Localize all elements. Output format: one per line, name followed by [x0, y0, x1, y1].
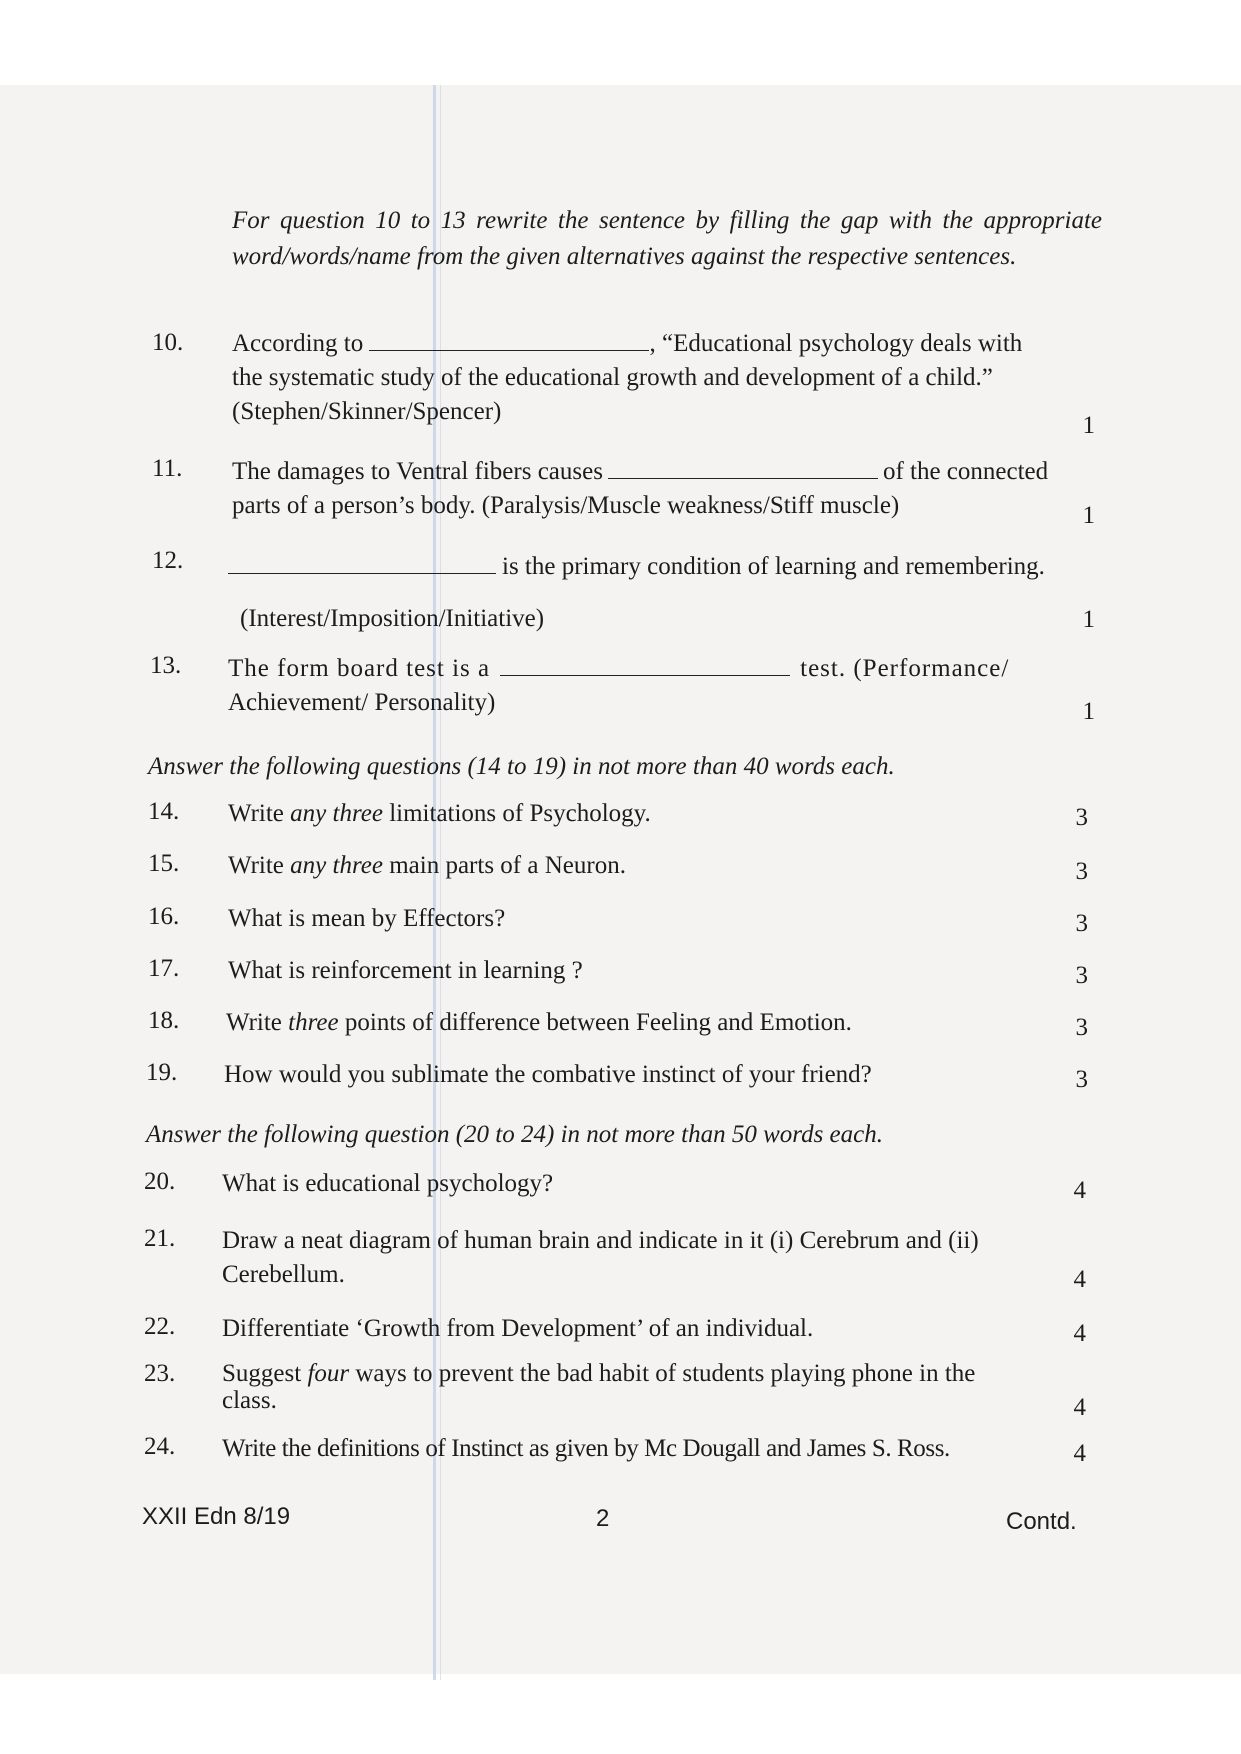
marks: 4: [1073, 1440, 1086, 1467]
question-12-post: is the primary condition of learning and remembering.: [502, 553, 1045, 580]
continued-label: Contd.: [1006, 1508, 1077, 1535]
question-23-line-2: class.: [222, 1387, 277, 1414]
question-18-text-a: Write: [226, 1009, 289, 1036]
answer-blank: [369, 350, 649, 351]
question-13-line-1: [228, 652, 1108, 686]
question-number: 23.: [144, 1360, 176, 1387]
question-number: 15.: [148, 850, 180, 877]
marks: 3: [1075, 804, 1088, 831]
marks: 4: [1073, 1177, 1086, 1204]
instruction-fill-gap-text: For question 10 to 13 rewrite the sentence by filling the gap with the appropriate word/words/name from the given alternatives against the respective sentences.: [232, 207, 1102, 270]
question-13: [228, 652, 1108, 720]
instruction-40-words: Answer the following questions (14 to 19) in not more than 40 words each.: [148, 753, 895, 780]
instruction-50-words: Answer the following question (20 to 24) in not more than 50 words each.: [146, 1121, 883, 1148]
question-11-line-2: parts of a person’s body. (Paralysis/Muscle weakness/Stiff muscle): [232, 492, 900, 519]
question-15: [228, 849, 626, 883]
answer-blank: [608, 478, 878, 479]
question-18-text-c: points of difference between Feeling and Emotion.: [338, 1009, 852, 1036]
question-number: 12.: [152, 547, 184, 574]
question-17: What is reinforcement in learning ?: [228, 957, 583, 984]
marks: 3: [1075, 858, 1088, 885]
question-13-post: test. (Performance/: [800, 655, 1010, 682]
question-23-line-1: [222, 1360, 1102, 1387]
question-12-line-1: [228, 550, 1108, 584]
question-10-line-2: the systematic study of the educational growth and development of a child.”: [232, 364, 993, 391]
question-10-post: , “Educational psychology deals with: [649, 330, 1023, 357]
question-11-line-1: [232, 455, 1102, 489]
marks: 4: [1073, 1320, 1086, 1347]
question-18: [226, 1006, 852, 1040]
question-12-line-2: (Interest/Imposition/Initiative): [240, 605, 545, 632]
question-number: 17.: [148, 955, 180, 982]
question-24: Write the definitions of Instinct as given by Mc Dougall and James S. Ross.: [222, 1435, 950, 1462]
question-16: What is mean by Effectors?: [228, 905, 506, 932]
marks: 1: [1082, 412, 1095, 439]
question-14-text-a: Write: [228, 800, 291, 827]
question-15-emphasis: any three: [290, 852, 383, 879]
question-23-emphasis: four: [307, 1360, 350, 1387]
question-number: 24.: [144, 1433, 176, 1460]
question-12: [228, 550, 1108, 584]
marks: 1: [1082, 606, 1095, 633]
question-10-line-1: [232, 327, 1102, 361]
marks: 3: [1075, 1066, 1088, 1093]
marks: 1: [1082, 698, 1095, 725]
paper-code: XXII Edn 8/19: [142, 1503, 291, 1530]
marks: 3: [1075, 962, 1088, 989]
question-23-text-a: Suggest: [222, 1360, 308, 1387]
question-number: 18.: [148, 1007, 180, 1034]
question-15-text-a: Write: [228, 852, 291, 879]
question-number: 22.: [144, 1313, 176, 1340]
page-number: 2: [596, 1505, 610, 1532]
question-number: 14.: [148, 798, 180, 825]
question-14-text-c: limitations of Psychology.: [382, 800, 651, 827]
question-21: [222, 1224, 1102, 1292]
question-10-pre: According to: [232, 330, 364, 357]
instruction-fill-gap: [232, 203, 1102, 275]
question-11: [232, 455, 1102, 523]
question-18-emphasis: three: [288, 1009, 339, 1036]
question-number: 13.: [150, 652, 182, 679]
answer-blank: [500, 675, 790, 676]
question-22: Differentiate ‘Growth from Development’ of an individual.: [222, 1315, 814, 1342]
question-number: 20.: [144, 1168, 176, 1195]
marks: 3: [1075, 1014, 1088, 1041]
question-11-post: of the connected: [882, 458, 1049, 485]
question-13-pre: The form board test is a: [228, 655, 491, 682]
question-10-line-3: (Stephen/Skinner/Spencer): [232, 398, 502, 425]
question-19: How would you sublimate the combative instinct of your friend?: [224, 1061, 872, 1088]
answer-blank: [228, 573, 496, 574]
marks: 3: [1075, 910, 1088, 937]
question-14: [228, 797, 651, 831]
marks: 4: [1073, 1266, 1086, 1293]
question-21-line-2: Cerebellum.: [222, 1261, 345, 1288]
question-11-pre: The damages to Ventral fibers causes: [232, 458, 603, 485]
question-number: 10.: [152, 329, 184, 356]
question-23-text-c: ways to prevent the bad habit of students playing phone in the: [349, 1360, 976, 1387]
question-15-text-c: main parts of a Neuron.: [382, 852, 626, 879]
question-23: [222, 1360, 1102, 1414]
question-21-line-1: Draw a neat diagram of human brain and indicate in it (i) Cerebrum and (ii): [222, 1227, 979, 1254]
question-10: [232, 327, 1102, 429]
question-number: 19.: [146, 1059, 178, 1086]
question-13-line-2: Achievement/ Personality): [228, 689, 496, 716]
marks: 4: [1073, 1394, 1086, 1421]
question-20: What is educational psychology?: [222, 1170, 554, 1197]
question-number: 16.: [148, 903, 180, 930]
question-number: 21.: [144, 1225, 176, 1252]
question-number: 11.: [152, 455, 183, 482]
question-14-emphasis: any three: [290, 800, 383, 827]
marks: 1: [1082, 502, 1095, 529]
